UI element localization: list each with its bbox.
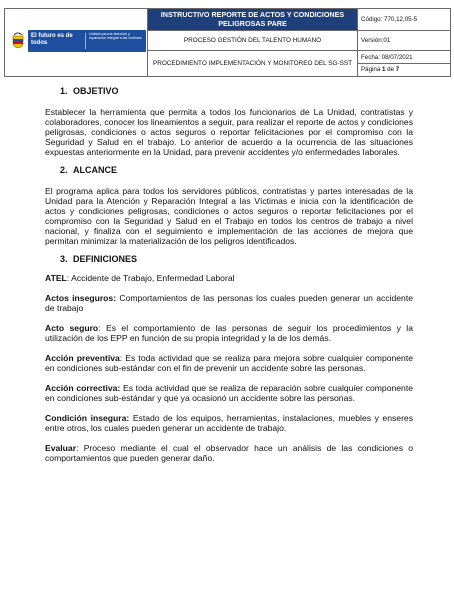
definition-term: Acción correctiva: (45, 383, 121, 393)
definition-term: Actos inseguros: (45, 293, 117, 303)
document-code: Código: 770,12,05-5 (358, 9, 451, 31)
definition-text: Accidente de Trabajo, Enfermedad Laboral (71, 273, 235, 283)
definition-term: Acto seguro (45, 323, 99, 333)
definition-acto-seguro (45, 323, 413, 343)
page-number: 1 (382, 65, 386, 73)
document-title: INSTRUCTIVO REPORTE DE ACTOS Y CONDICIONES PELIGROSAS PARE (148, 9, 358, 31)
section-objective-heading (60, 86, 413, 97)
logo-cell (5, 9, 148, 77)
document-date: Fecha: 08/07/2021 (358, 54, 450, 63)
section-number: 2. (60, 165, 68, 175)
definition-accion-preventiva (45, 353, 413, 373)
definition-separator: : (119, 353, 126, 363)
brand-divider (85, 33, 86, 49)
coat-of-arms-icon (11, 31, 25, 49)
document-body (45, 86, 413, 463)
process-name: PROCESO GESTIÓN DEL TALENTO HUMANO (148, 31, 358, 51)
definition-text: Es toda actividad que se realiza de reparación sobre cualquier componente en condiciones sub-estándar y que ya ocasionó un accidente sobre las personas. (45, 383, 413, 403)
page-total: 7 (395, 65, 400, 73)
objective-paragraph: Establecer la herramienta que permita a todos los funcionarios de La Unidad, contratistas y colaboradores, conocer los lineamientos a seguir, para realizar el reporte de actos y condiciones peligrosas, condiciones o actos seguros o reportar felicitaciones por el compromiso con la Seguridad y Salud en el trabajo. Lo anterior de acuerdo a la ocurrencia de las situaciones expuestas anteriormente en la Unidad, para prevenir accidentes y/o enfermedades laborales. (45, 107, 413, 157)
page-prefix: Página (361, 65, 382, 73)
scope-paragraph: El programa aplica para todos los servidores públicos, contratistas y partes interesadas de la Unidad para la Atención y Reparación Integral a las Víctimas e inicia con la identificación de actos y condiciones peligrosas, condiciones o actos seguros o reportar felicitaciones por el compromiso con la Seguridad y Salud en el Trabajo en todos los centros de trabajo a nivel nacional, y finaliza con el seguimiento e implementación de las acciones de mejora que permitan minimizar la materialización de los peligros identificados. (45, 186, 413, 246)
definition-atel (45, 273, 413, 283)
definition-text: Es toda actividad que se realiza para mejora sobre cualquier componente en condiciones sub-estándar con el fin de prevenir un accidente sobre las personas. (45, 353, 414, 373)
definition-term: ATEL (45, 273, 67, 283)
date-page-cell (358, 51, 451, 77)
document-version: Versión:01 (358, 31, 451, 51)
section-title: ALCANCE (73, 165, 117, 175)
definition-text: Estado de los equipos, herramientas, instalaciones, muebles y enseres entre otros, los cuales pueden generar un accidente de trabajo. (45, 413, 414, 433)
definition-separator: : (76, 443, 84, 453)
definition-separator: : (66, 273, 72, 283)
procedure-name: PROCEDIMIENTO IMPLEMENTACIÓN Y MONITOREO DEL SG-SST (148, 51, 358, 77)
definition-text: Proceso mediante el cual el observador hace un análisis de las condiciones o comportamientos que pueden generar daño. (45, 443, 413, 463)
section-scope-heading (60, 165, 413, 176)
document-header (4, 8, 450, 76)
page-of: de (385, 65, 396, 73)
definition-actos-inseguros (45, 293, 413, 313)
organization-logo (5, 11, 147, 75)
definition-term: Evaluar (45, 443, 77, 453)
definition-term: Condición insegura: (45, 413, 130, 423)
brand-slogan: El futuro es de todos (31, 32, 73, 46)
definition-evaluar (45, 443, 413, 463)
definition-separator: : (98, 323, 106, 333)
section-number: 3. (60, 254, 68, 264)
section-number: 1. (60, 86, 68, 96)
definition-term: Acción preventiva (45, 353, 120, 363)
page-counter (361, 64, 447, 73)
header-table (4, 8, 451, 77)
definition-text: Es el comportamiento de las personas de seguir los procedimientos y la utilización de los EPP en función de su propia integridad y la de los demás. (45, 323, 413, 343)
definition-text: Comportamientos de las personas los cuales pueden generar un accidente de trabajo (45, 293, 413, 313)
definition-accion-correctiva (45, 383, 413, 403)
brand-banner (28, 30, 146, 52)
section-title: DEFINICIONES (73, 254, 138, 264)
definition-condicion-insegura (45, 413, 413, 433)
section-title: OBJETIVO (73, 86, 119, 96)
brand-entity-name: Unidad para la atención y reparación integral a las víctimas (89, 31, 142, 40)
section-definitions-heading (60, 254, 413, 265)
